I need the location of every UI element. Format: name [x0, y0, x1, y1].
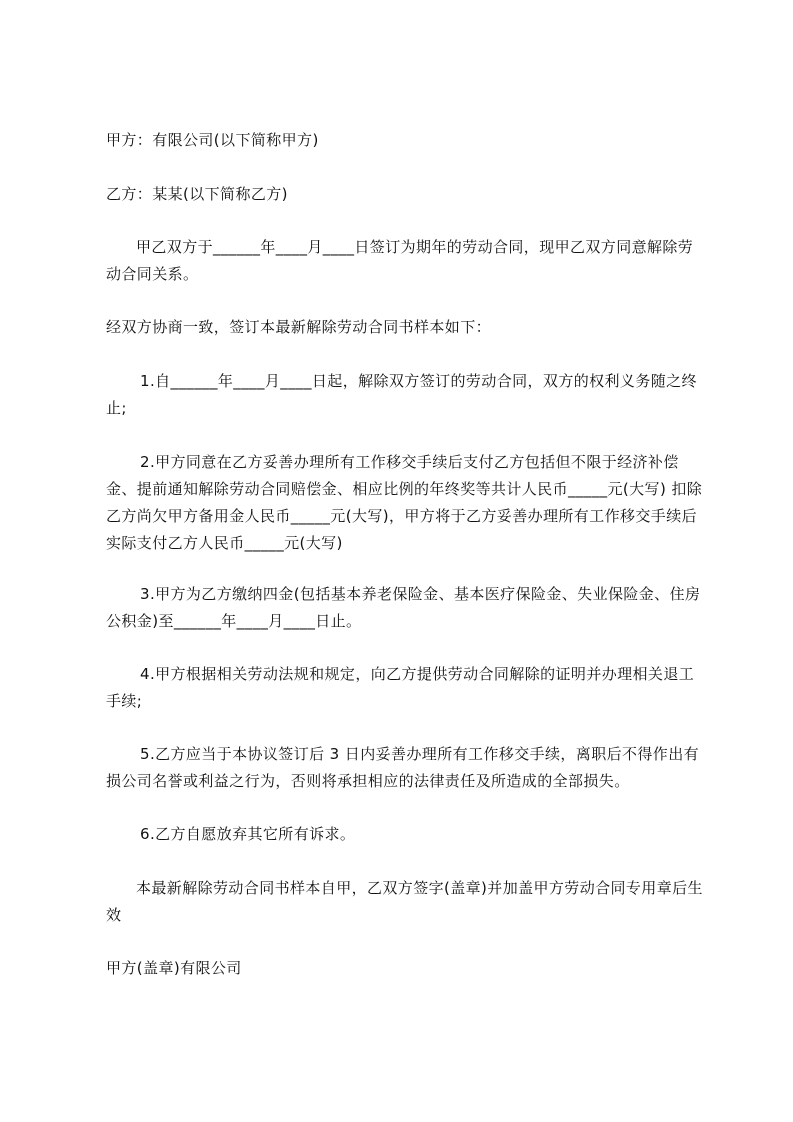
clause-1: 1.自______年____月____日起，解除双方签订的劳动合同，双方的权利义务随之终止; [106, 372, 697, 417]
intro-paragraph: 甲乙双方于______年____月____日签订为期年的劳动合同，现甲乙双方同意解除劳动合同关系。 [106, 238, 694, 283]
party-b-line: 乙方：某某(以下简称乙方) [106, 185, 288, 203]
effective-clause: 本最新解除劳动合同书样本自甲，乙双方签字(盖章)并加盖甲方劳动合同专用章后生效 [106, 879, 703, 924]
signature-party-a: 甲方(盖章)有限公司 [106, 959, 242, 977]
clause-2: 2.甲方同意在乙方妥善办理所有工作移交手续后支付乙方包括但不限于经济补偿金、提前通知解除劳动合同赔偿金、相应比例的年终奖等共计人民币_____元(大写) 扣除乙方尚欠甲方备用金人民币_____元(大写)，甲方将于乙方妥善办理所有工作移交手续后实际支付乙方人民币_____元(大写) [106, 453, 703, 552]
clause-4: 4.甲方根据相关劳动法规和规定，向乙方提供劳动合同解除的证明并办理相关退工手续; [106, 665, 695, 710]
clause-3: 3.甲方为乙方缴纳四金(包括基本养老保险金、基本医疗保险金、失业保险金、住房公积金)至______年____月____日止。 [106, 585, 701, 630]
clause-5: 5.乙方应当于本协议签订后 3 日内妥善办理所有工作移交手续，离职后不得作出有损公司名誉或利益之行为，否则将承担相应的法律责任及所造成的全部损失。 [106, 745, 699, 790]
agreement-lead: 经双方协商一致，签订本最新解除劳动合同书样本如下： [106, 318, 492, 336]
party-a-line: 甲方：有限公司(以下简称甲方) [106, 131, 319, 149]
clause-6: 6.乙方自愿放弃其它所有诉求。 [140, 825, 356, 843]
